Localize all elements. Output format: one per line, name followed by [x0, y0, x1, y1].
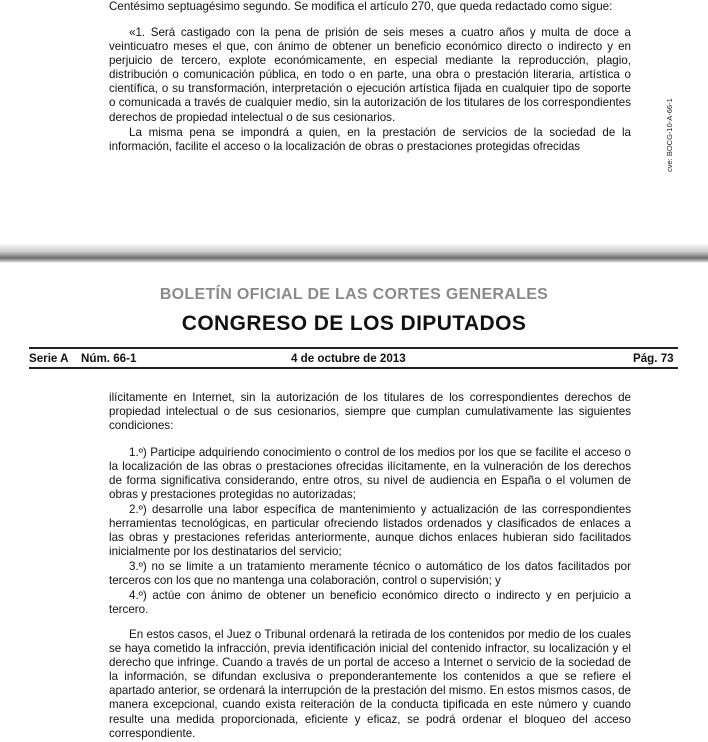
paragraph-same-penalty: [109, 126, 631, 154]
cve-code: cve: BOCG-10-A-66-1: [665, 98, 674, 172]
list-item-3: [109, 560, 631, 588]
list-item-1: [109, 446, 631, 502]
page-separator: [0, 243, 708, 263]
paragraph-article-270-1: [109, 26, 631, 125]
list-item-text: 3.º) no se limite a un tratamiento meramente técnico o automático de los datos facilitados por terceros con los que no mantenga una colaboración, control o supervisión; y: [109, 560, 631, 588]
paragraph-text: ilícitamente en Internet, sin la autorización de los titulares de los correspondientes derechos de propiedad intelectual o de sus cesionarios, siempre que cumplan cumulativamente las siguientes condiciones:: [109, 391, 631, 433]
list-item-2: [109, 503, 631, 559]
paragraph-text: La misma pena se impondrá a quien, en la prestación de servicios de la sociedad de la información, facilite el acceso o la localización de obras o prestaciones protegidas ofrecidas: [109, 126, 631, 154]
list-item-text: 2.º) desarrolle una labor específica de mantenimiento y actualización de las correspondientes herramientas tecnológicas, en particular ofreciendo listados ordenados y clasificados de enlaces a las obras y prestaciones referidas anteriormente, aunque dichos enlaces hubieran sido facilitados inicialmente por los destinatarios del servicio;: [109, 503, 631, 559]
list-item-4: [109, 589, 631, 617]
article-intro-line: Centésimo septuagésimo segundo. Se modifica el artículo 270, que queda redactado como sigue:: [109, 0, 613, 13]
page-number: Pág. 73: [633, 352, 674, 365]
paragraph-continuation: [109, 391, 631, 433]
header-rule-bottom: [29, 367, 678, 369]
paragraph-text: «1. Será castigado con la pena de prisión de seis meses a cuatro años y multa de doce a veinticuatro meses el que, con ánimo de obtener un beneficio económico directo o indirecto y en perjuicio de tercero, explote económicamente, en especial mediante la reproducción, plagio, distribución o comunicación pública, en todo o en parte, una obra o prestación literaria, artística o científica, o su transformación, interpretación o ejecución artística fijada en cualquier tipo de soporte o comunicada a través de cualquier medio, sin la autorización de los titulares de los correspondientes derechos de propiedad intelectual o de sus cesionarios.: [109, 26, 631, 124]
boletin-title: BOLETÍN OFICIAL DE LAS CORTES GENERALES: [159, 286, 549, 303]
list-item-text: 4.º) actúe con ánimo de obtener un beneficio económico directo o indirecto y en perjuicio a tercero.: [109, 589, 631, 617]
paragraph-final: [109, 628, 631, 741]
header-rule-top: [29, 347, 678, 349]
congreso-title: CONGRESO DE LOS DIPUTADOS: [181, 312, 527, 335]
issue-date: 4 de octubre de 2013: [291, 352, 406, 365]
serie-label: Serie A: [29, 352, 69, 365]
list-item-text: 1.º) Participe adquiriendo conocimiento o control de los medios por los que se facilite el acceso o la localización de las obras o prestaciones ofrecidas ilícitamente, en la vulneración de los derechos de forma significativa considerando, entre otros, su nivel de audiencia en España o el volumen de obras y prestaciones protegidas no autorizadas;: [109, 446, 631, 502]
issue-number: Núm. 66-1: [81, 352, 137, 365]
paragraph-text: En estos casos, el Juez o Tribunal ordenará la retirada de los contenidos por medio de los cuales se haya cometido la infracción, previa identificación inicial del contenido infractor, su localización y el derecho que infringe. Cuando a través de un portal de acceso a Internet o servicio de la sociedad de la información, se difundan exclusiva o preponderantemente los contenidos a que se refiere el apartado anterior, se ordenará la interrupción de la prestación del mismo. En estos mismos casos, de manera excepcional, cuando exista reiteración de la conducta tipificada en este número y cuando resulte una medida proporcionada, eficiente y eficaz, se podrá ordenar el bloqueo del acceso correspondiente.: [109, 628, 631, 740]
